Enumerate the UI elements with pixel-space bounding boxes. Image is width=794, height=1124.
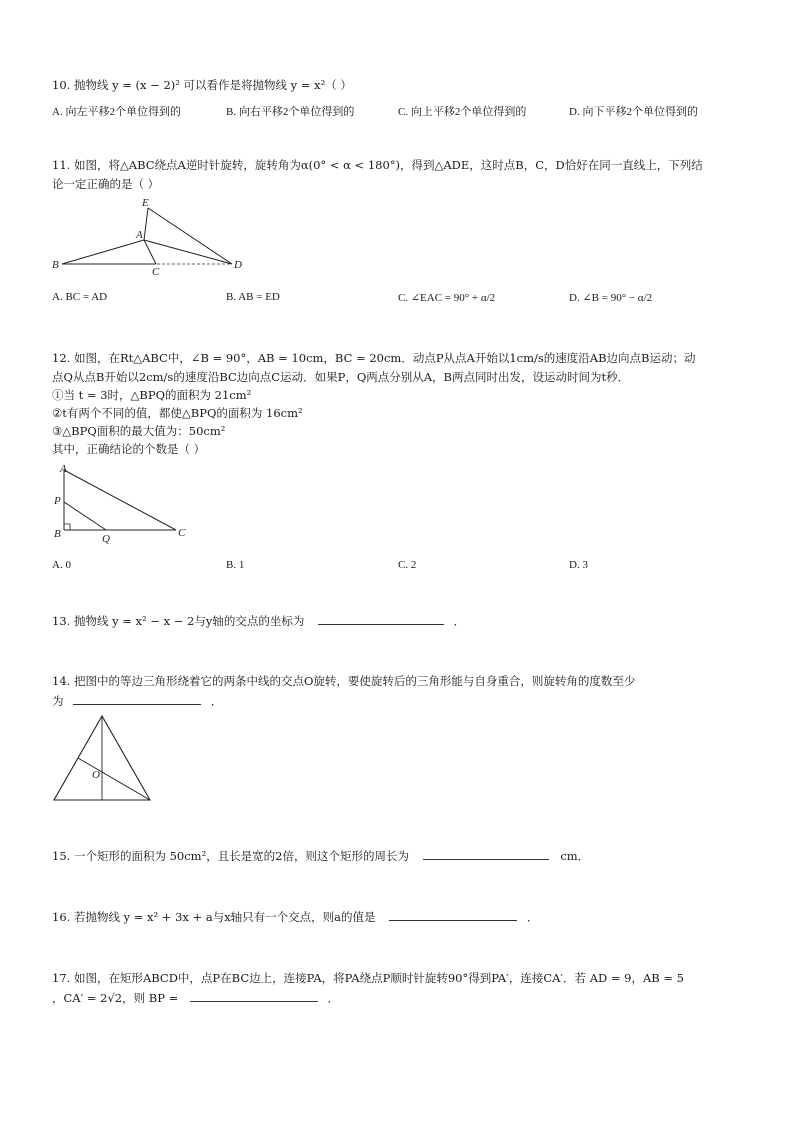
q14-label-o: O	[92, 769, 100, 781]
q12-label-b: B	[54, 528, 61, 540]
q15-line	[52, 847, 589, 864]
q12-stem-line2: 点Q从点B开始以2cm/s的速度沿BC边向点C运动．如果P，Q两点分别从A，B两点同时出发，设运动时间为t秒．	[52, 370, 630, 384]
q17-stem-line1: 17. 如图，在矩形ABCD中，点P在BC边上，连接PA，将PA绕点P顺时针旋转90°得到PA′，连接CA′．若 AD = 9，AB = 5	[52, 971, 685, 985]
q12-figure	[52, 462, 202, 544]
q14-figure	[52, 712, 158, 804]
q12-stem-line1: 12. 如图，在Rt△ABC中，∠B = 90°，AB = 10cm，BC = 20cm．动点P从点A开始以1cm/s的速度沿AB边向点B运动；动	[52, 351, 696, 365]
q12-label-p: P	[54, 495, 61, 507]
q11-figure	[52, 196, 252, 276]
q15-answer-blank[interactable]	[423, 847, 549, 860]
q11-stem-line1: 11. 如图，将△ABC绕点A逆时针旋转，旋转角为α(0° < α < 180°)，得到△ADE，这时点B，C，D恰好在同一直线上，下列结	[52, 158, 703, 172]
q10-stem: 10. 抛物线 y = (x − 2)² 可以看作是将抛物线 y = x²（ ）	[52, 78, 352, 92]
q17-end: ．	[327, 991, 340, 1005]
q12-statement-1: ①当 t = 3时，△BPQ的面积为 21cm²	[52, 388, 252, 402]
q11-label-a: A	[136, 229, 143, 241]
q11-option-a: A. BC = AD	[52, 291, 108, 303]
q17-stem-line2: ，CA′ = 2√2，则 BP =	[52, 991, 179, 1005]
q13-stem: 13. 抛物线 y = x² − x − 2与y轴的交点的坐标为	[52, 614, 305, 628]
q11-line-ba	[62, 240, 144, 264]
q17-answer-blank[interactable]	[190, 989, 318, 1002]
q12-statement-2: ②t有两个不同的值，都使△BPQ的面积为 16cm²	[52, 406, 303, 420]
q10-option-d: D. 向下平移2个单位得到的	[569, 106, 698, 118]
q13-end: ．	[453, 614, 466, 628]
q12-label-a: A	[60, 463, 67, 475]
q14-stem-line1: 14. 把图中的等边三角形绕着它的两条中线的交点O旋转，要使旋转后的三角形能与自身重合，则旋转角的度数至少	[52, 674, 636, 688]
q15-stem: 15. 一个矩形的面积为 50cm²，且长是宽的2倍，则这个矩形的周长为	[52, 849, 410, 863]
q12-option-b: B. 1	[226, 559, 245, 571]
q11-option-c: C. ∠EAC = 90° + α/2	[398, 292, 496, 304]
q11-option-d: D. ∠B = 90° − α/2	[569, 292, 653, 304]
q12-statement-3: ③△BPQ面积的最大值为：50cm²	[52, 424, 226, 438]
q11-stem-line2: 论一定正确的是（ ）	[52, 177, 160, 191]
q11-line-ed	[148, 208, 232, 264]
q12-option-c: C. 2	[398, 559, 417, 571]
q11-label-c: C	[152, 266, 160, 276]
q11-label-e: E	[142, 197, 149, 209]
q12-option-d: D. 3	[569, 559, 588, 571]
q14-stem-line2: 为	[52, 694, 64, 708]
q12-label-q: Q	[102, 533, 110, 544]
q10-option-c: C. 向上平移2个单位得到的	[398, 106, 527, 118]
q16-stem: 16. 若抛物线 y = x² + 3x + a与x轴只有一个交点，则a的值是	[52, 910, 376, 924]
q14-line2	[52, 692, 222, 709]
q12-right-angle-mark	[64, 524, 70, 530]
q12-ask: 其中，正确结论的个数是（ ）	[52, 442, 206, 456]
q16-line	[52, 908, 538, 925]
q13-answer-blank[interactable]	[318, 612, 444, 625]
q11-label-d: D	[234, 259, 242, 271]
q14-end: ．	[210, 694, 223, 708]
q12-option-a: A. 0	[52, 559, 71, 571]
q12-line-ac	[64, 470, 176, 530]
q11-label-b: B	[52, 259, 59, 271]
q10-option-a: A. 向左平移2个单位得到的	[52, 106, 181, 118]
q11-line-ac	[144, 240, 156, 264]
q15-end: cm．	[560, 849, 590, 863]
q16-answer-blank[interactable]	[389, 908, 517, 921]
q16-end: ．	[526, 910, 539, 924]
q13-line	[52, 612, 465, 629]
q10-option-b: B. 向右平移2个单位得到的	[226, 106, 355, 118]
q14-median-slanted	[78, 758, 150, 800]
q17-line2	[52, 989, 339, 1006]
q12-label-c: C	[178, 527, 186, 539]
q14-answer-blank[interactable]	[73, 692, 201, 705]
q11-line-ad	[144, 240, 232, 264]
q11-line-ae	[144, 208, 148, 240]
q11-option-b: B. AB = ED	[226, 291, 280, 303]
